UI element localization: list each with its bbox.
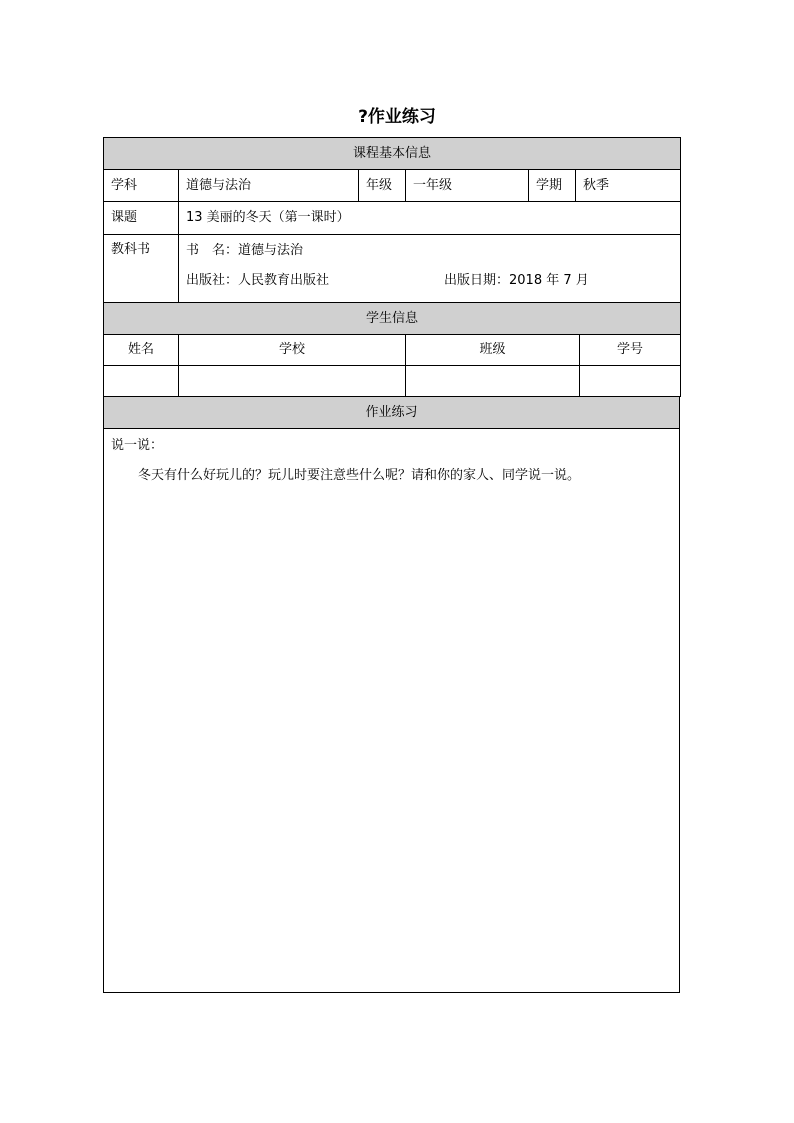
topic-label: 课题 <box>104 202 179 235</box>
homework-table <box>103 396 680 993</box>
name-field[interactable] <box>104 366 179 397</box>
school-field[interactable] <box>179 366 406 397</box>
homework-header: 作业练习 <box>104 397 680 429</box>
textbook-details <box>179 235 681 303</box>
class-column-header: 班级 <box>406 335 580 366</box>
homework-question: 冬天有什么好玩儿的？玩儿时要注意些什么呢？请和你的家人、同学说一说。 <box>138 468 581 483</box>
subject-value: 道德与法治 <box>179 170 359 202</box>
publisher: 出版社：人民教育出版社 <box>186 273 330 288</box>
student-table <box>103 302 681 397</box>
info-table <box>103 137 681 303</box>
grade-value: 一年级 <box>406 170 529 202</box>
term-label: 学期 <box>529 170 576 202</box>
name-column-header: 姓名 <box>104 335 179 366</box>
student-id-field[interactable] <box>580 366 681 397</box>
student-info-header: 学生信息 <box>104 303 681 335</box>
homework-body[interactable] <box>104 429 680 993</box>
textbook-label: 教科书 <box>104 235 179 303</box>
term-value: 秋季 <box>576 170 681 202</box>
page-title: ?作业练习 <box>358 107 436 127</box>
homework-sheet <box>103 137 680 984</box>
course-info-header: 课程基本信息 <box>104 138 681 170</box>
grade-label: 年级 <box>359 170 406 202</box>
school-column-header: 学校 <box>179 335 406 366</box>
publication-date: 出版日期：2018 年 7 月 <box>444 273 589 288</box>
publisher-line <box>186 271 673 301</box>
class-field[interactable] <box>406 366 580 397</box>
homework-prompt: 说一说： <box>111 438 164 453</box>
topic-value: 13 美丽的冬天（第一课时） <box>179 202 681 235</box>
subject-label: 学科 <box>104 170 179 202</box>
book-name: 书 名：道德与法治 <box>186 243 304 258</box>
student-id-column-header: 学号 <box>580 335 681 366</box>
